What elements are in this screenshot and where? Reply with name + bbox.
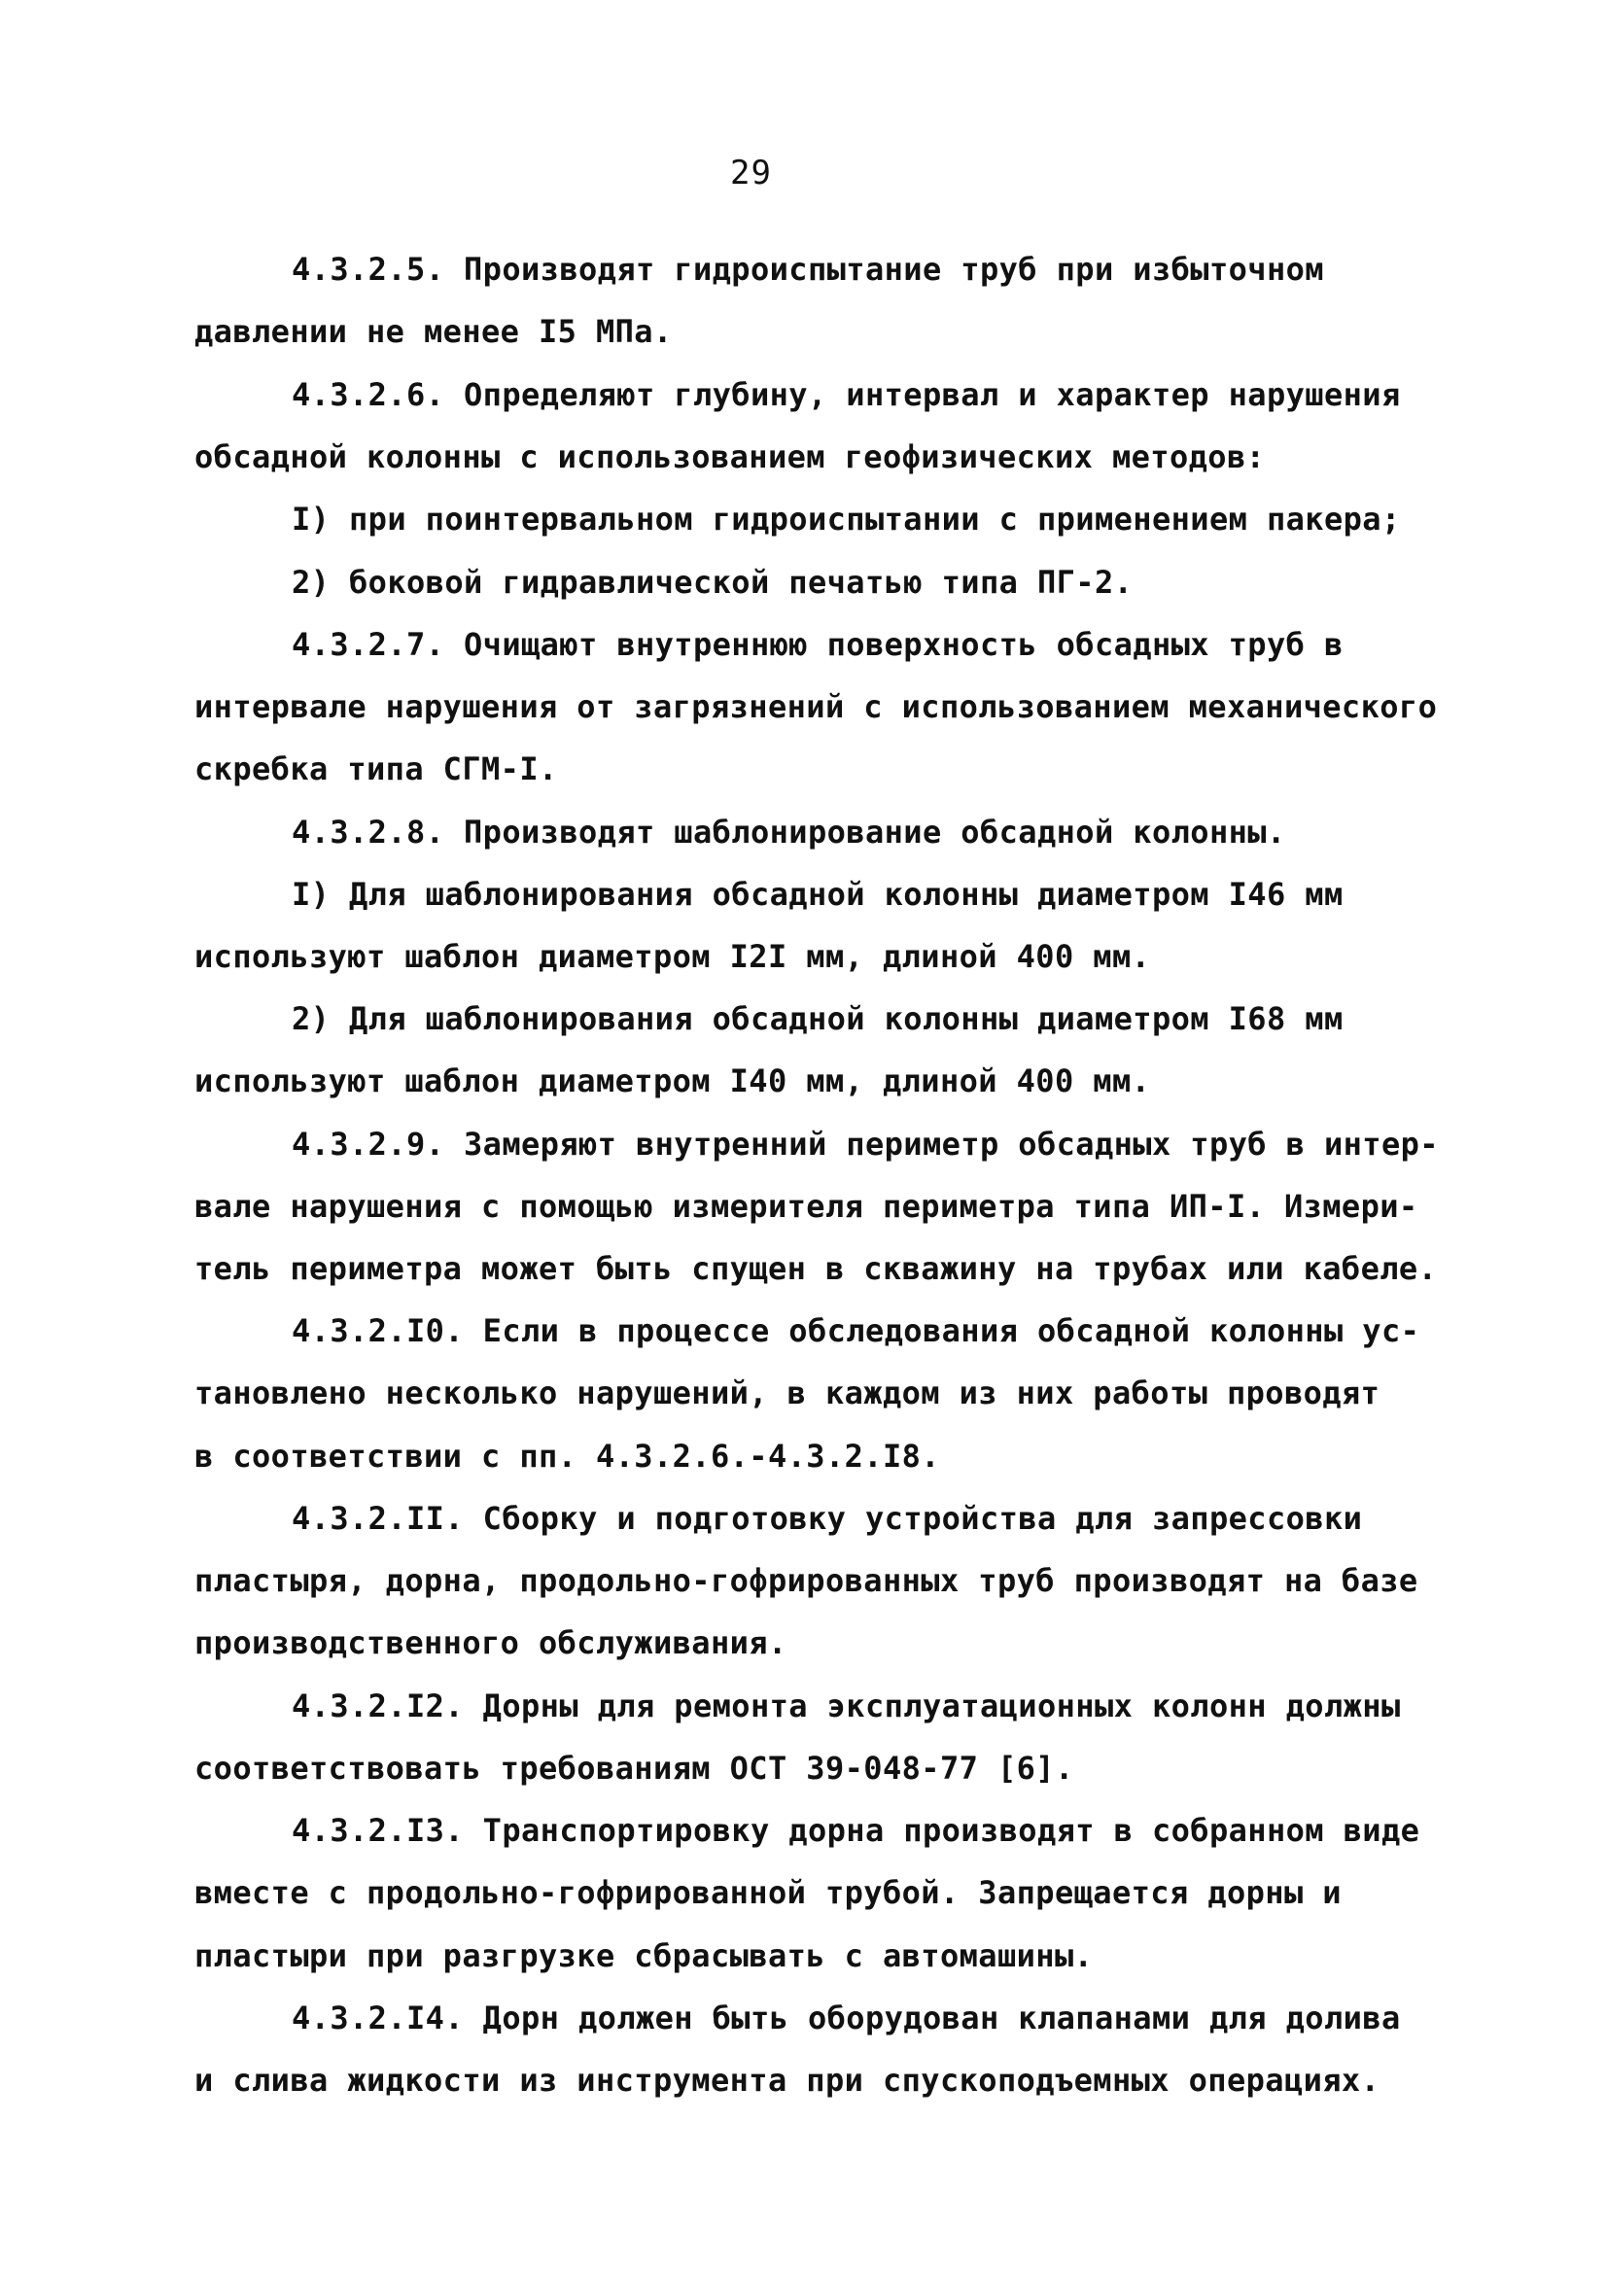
text-line: I) при поинтервальном гидроиспытании с применением пакера; <box>292 501 1401 538</box>
text-line: 4.3.2.I2. Дорны для ремонта эксплуатационных колонн должны <box>292 1687 1401 1724</box>
text-line: I) Для шаблонирования обсадной колонны диаметром I46 мм <box>292 876 1344 913</box>
text-line: 4.3.2.5. Производят гидроиспытание труб при избыточном <box>292 251 1324 288</box>
text-line: тель периметра может быть спущен в скважину на трубах или кабеле. <box>194 1250 1438 1287</box>
text-line: 4.3.2.8. Производят шаблонирование обсадной колонны. <box>292 814 1286 851</box>
text-line: 4.3.2.I0. Если в процессе обследования обсадной колонны ус- <box>292 1312 1420 1349</box>
text-line: вместе с продольно-гофрированной трубой. Запрещается дорны и <box>194 1874 1342 1911</box>
page-number: 29 <box>730 154 772 192</box>
text-line: используют шаблон диаметром I40 мм, длиной 400 мм. <box>194 1062 1151 1099</box>
text-line: 2) Для шаблонирования обсадной колонны диаметром I68 мм <box>292 1000 1344 1037</box>
text-line: 4.3.2.I4. Дорн должен быть оборудован клапанами для долива <box>292 2000 1401 2036</box>
text-line: 2) боковой гидравлической печатью типа ПГ-2. <box>292 564 1134 601</box>
text-line: скребка типа СГМ-I. <box>194 750 558 787</box>
text-line: 4.3.2.7. Очищают внутреннюю поверхность обсадных труб в <box>292 626 1344 663</box>
text-line: и слива жидкости из инструмента при спускоподъемных операциях. <box>194 2062 1380 2099</box>
text-line: 4.3.2.I3. Транспортировку дорна производят в собранном виде <box>292 1812 1420 1849</box>
text-line: обсадной колонны с использованием геофизических методов: <box>194 438 1266 475</box>
text-line: 4.3.2.9. Замеряют внутренний периметр обсадных труб в интер- <box>292 1126 1439 1163</box>
text-line: используют шаблон диаметром I2I мм, длиной 400 мм. <box>194 938 1151 975</box>
text-line: соответствовать требованиям ОСТ 39-048-77 [6]. <box>194 1750 1074 1787</box>
text-line: в соответствии с пп. 4.3.2.6.-4.3.2.I8. <box>194 1438 940 1475</box>
text-line: интервале нарушения от загрязнений с использованием механического <box>194 688 1438 725</box>
text-line: 4.3.2.II. Сборку и подготовку устройства для запрессовки <box>292 1500 1363 1537</box>
text-line: пластыри при разгрузке сбрасывать с автомашины. <box>194 1937 1094 1974</box>
text-line: тановлено несколько нарушений, в каждом из них работы проводят <box>194 1374 1380 1411</box>
text-line: производственного обслуживания. <box>194 1624 787 1661</box>
text-line: 4.3.2.6. Определяют глубину, интервал и характер нарушения <box>292 376 1401 413</box>
text-line: давлении не менее I5 МПа. <box>194 313 673 350</box>
text-line: вале нарушения с помощью измерителя периметра типа ИП-I. Измери- <box>194 1188 1418 1225</box>
text-line: пластыря, дорна, продольно-гофрированных труб производят на базе <box>194 1562 1418 1599</box>
